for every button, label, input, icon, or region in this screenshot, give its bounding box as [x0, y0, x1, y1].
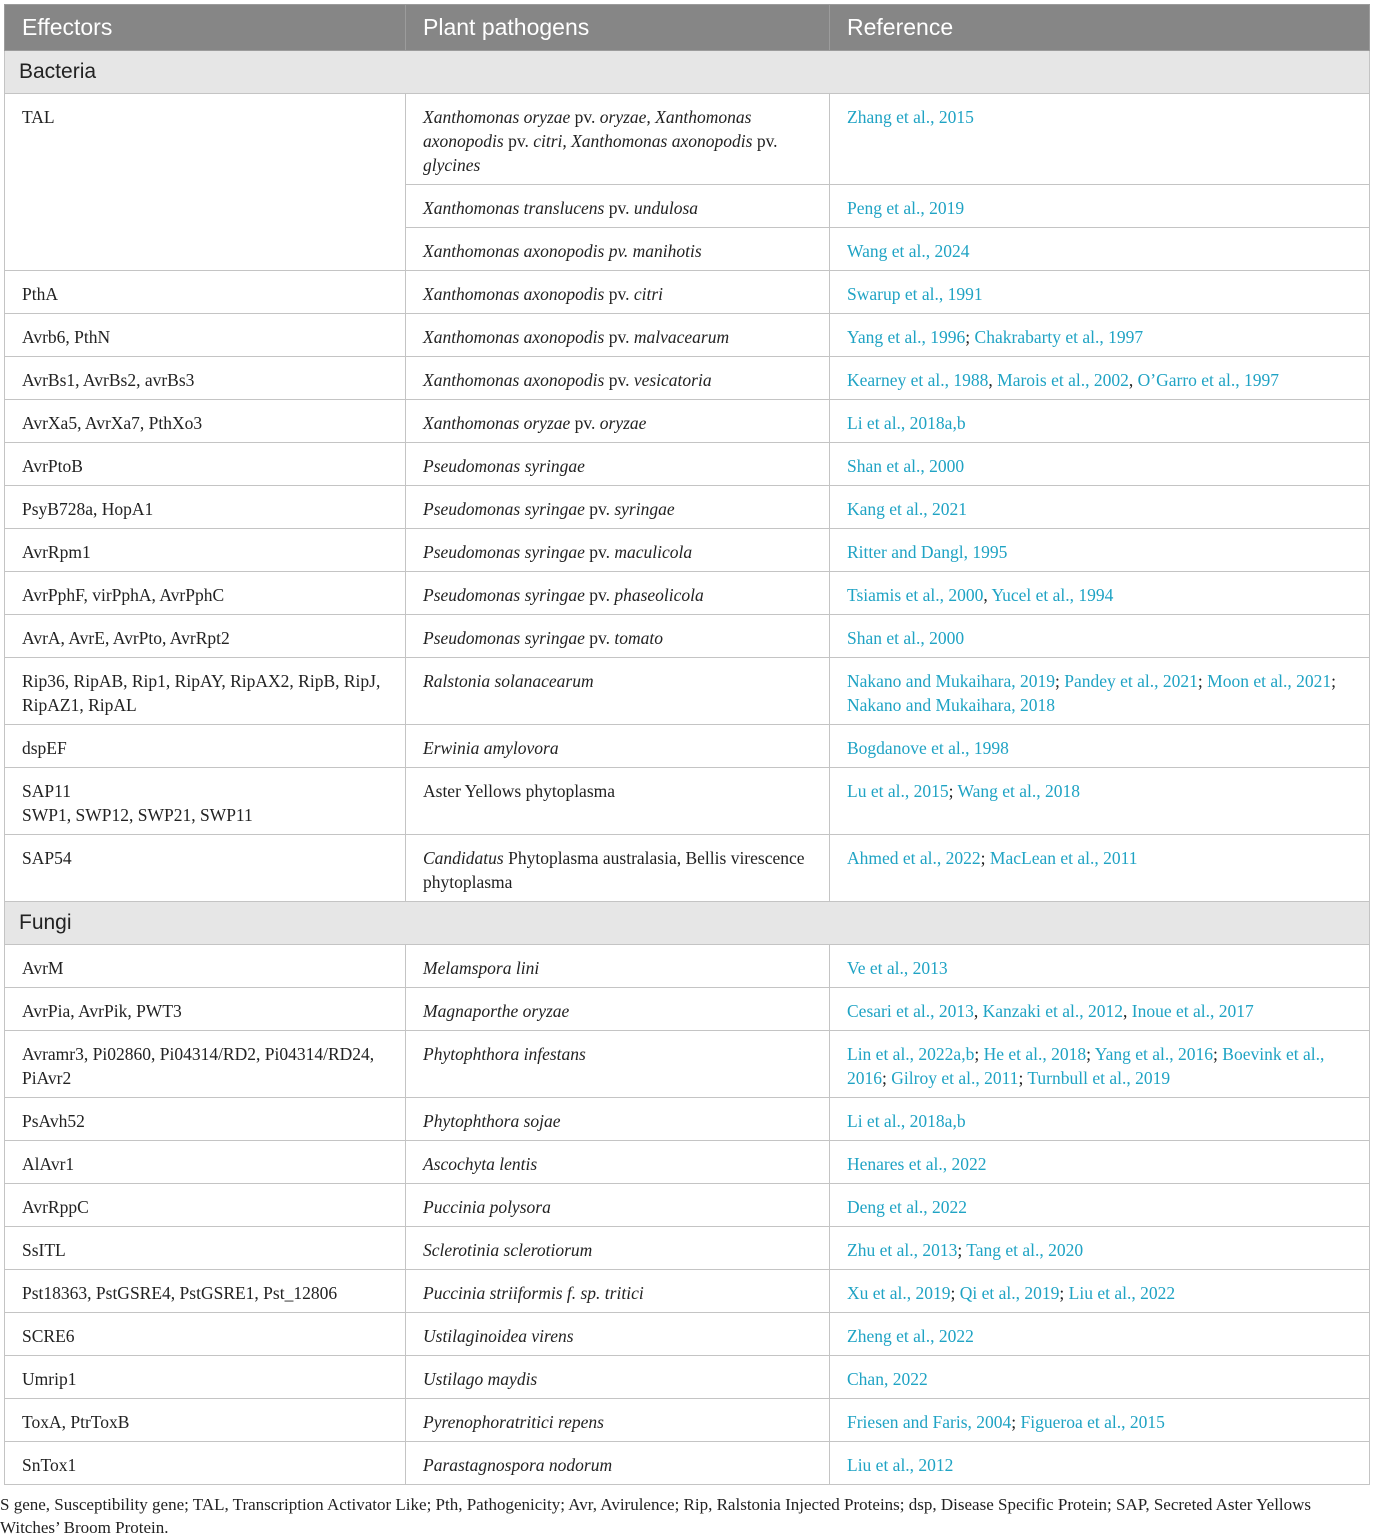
- reference-cell: [830, 1442, 1370, 1485]
- pathogen-text: Phytophthora infestans: [423, 1044, 586, 1064]
- reference-cell: [830, 357, 1370, 400]
- reference-link[interactable]: Pandey et al., 2021: [1064, 671, 1198, 691]
- effectors-cell: PsyB728a, HopA1: [5, 486, 406, 529]
- reference-cell: [830, 314, 1370, 357]
- reference-link[interactable]: Wang et al., 2018: [957, 781, 1081, 801]
- pathogen-cell: [406, 185, 830, 228]
- pathogen-text: maculicola: [614, 542, 693, 562]
- pathogen-cell: [406, 529, 830, 572]
- effectors-cell: AvrRpm1: [5, 529, 406, 572]
- pathogen-text: Parastagnospora nodorum: [423, 1455, 613, 1475]
- pathogen-text: Ustilaginoidea virens: [423, 1326, 574, 1346]
- reference-link[interactable]: Bogdanove et al., 1998: [847, 738, 1009, 758]
- reference-separator: ,: [983, 585, 992, 605]
- reference-separator: ,: [1123, 1001, 1132, 1021]
- table-row: [5, 1442, 1370, 1485]
- table-body: [5, 51, 1370, 1485]
- pathogen-cell: [406, 988, 830, 1031]
- effectors-cell: AvrPia, AvrPik, PWT3: [5, 988, 406, 1031]
- reference-cell: [830, 400, 1370, 443]
- table-row: [5, 1227, 1370, 1270]
- effectors-cell: Avrb6, PthN: [5, 314, 406, 357]
- table-row: [5, 988, 1370, 1031]
- table-row: [5, 443, 1370, 486]
- effectors-table-container: [4, 4, 1369, 1485]
- reference-cell: [830, 945, 1370, 988]
- pathogen-text: syringae: [614, 499, 675, 519]
- pathogen-text: Xanthomonas oryzae: [423, 413, 571, 433]
- table-row: [5, 835, 1370, 902]
- reference-cell: [830, 1270, 1370, 1313]
- table-row: [5, 768, 1370, 835]
- pathogen-text: phaseolicola: [614, 585, 704, 605]
- pathogen-text: oryzae, Xanthomonas axonopodis: [423, 107, 752, 151]
- table-row: [5, 615, 1370, 658]
- pathogen-text: citri, Xanthomonas axonopodis: [533, 131, 753, 151]
- reference-separator: ;: [1011, 1412, 1021, 1432]
- pathogen-cell: [406, 1184, 830, 1227]
- pathogen-text: glycines: [423, 155, 481, 175]
- reference-link[interactable]: Zheng et al., 2022: [847, 1326, 974, 1346]
- pathogen-cell: [406, 1356, 830, 1399]
- effectors-cell: Pst18363, PstGSRE4, PstGSRE1, Pst_12806: [5, 1270, 406, 1313]
- effectors-cell: SsITL: [5, 1227, 406, 1270]
- reference-link[interactable]: Shan et al., 2000: [847, 456, 965, 476]
- effectors-cell: AvrM: [5, 945, 406, 988]
- pathogen-cell: [406, 725, 830, 768]
- table-row: [5, 725, 1370, 768]
- pathogen-text: pv.: [584, 542, 615, 562]
- effectors-cell: dspEF: [5, 725, 406, 768]
- pathogen-cell: [406, 1313, 830, 1356]
- table-row: [5, 572, 1370, 615]
- effectors-cell: AvrBs1, AvrBs2, avrBs3: [5, 357, 406, 400]
- reference-link[interactable]: Kang et al., 2021: [847, 499, 968, 519]
- pathogen-text: citri: [633, 284, 663, 304]
- pathogen-text: Puccinia striiformis f. sp. tritici: [423, 1283, 644, 1303]
- effectors-cell: SCRE6: [5, 1313, 406, 1356]
- reference-link[interactable]: Yucel et al., 1994: [991, 585, 1114, 605]
- reference-separator: ;: [980, 848, 990, 868]
- pathogen-text: Aster Yellows phytoplasma: [423, 781, 616, 801]
- pathogen-cell: [406, 486, 830, 529]
- table-row: [5, 1184, 1370, 1227]
- pathogen-cell: [406, 945, 830, 988]
- pathogen-text: Pseudomonas syringae: [423, 456, 585, 476]
- table-row: [5, 529, 1370, 572]
- effectors-cell: PthA: [5, 271, 406, 314]
- reference-link[interactable]: Qi et al., 2019: [959, 1283, 1060, 1303]
- reference-separator: ;: [1059, 1283, 1069, 1303]
- reference-link[interactable]: Moon et al., 2021: [1207, 671, 1332, 691]
- effectors-cell: AvrPphF, virPphA, AvrPphC: [5, 572, 406, 615]
- table-footnote: S gene, Susceptibility gene; TAL, Transcription Activator Like; Pth, Pathogenicity; Avr, Avirulence; Rip, Ralstonia Injected Proteins; dsp, Disease Specific Protein; SAP, Secreted Aster Yellows Witches’ Broom Protein.: [0, 1495, 1312, 1537]
- pathogen-cell: [406, 768, 830, 835]
- reference-cell: [830, 1141, 1370, 1184]
- reference-cell: [830, 835, 1370, 902]
- table-row: [5, 1141, 1370, 1184]
- pathogen-cell: [406, 615, 830, 658]
- pathogen-text: Magnaporthe oryzae: [423, 1001, 570, 1021]
- reference-separator: ,: [973, 1001, 983, 1021]
- pathogen-text: Pseudomonas syringae: [423, 585, 585, 605]
- reference-link[interactable]: Inoue et al., 2017: [1131, 1001, 1254, 1021]
- pathogen-text: Ascochyta lentis: [423, 1154, 538, 1174]
- reference-link[interactable]: MacLean et al., 2011: [989, 848, 1138, 868]
- header-row: [5, 5, 1370, 51]
- pathogen-text: Pyrenophoratritici repens: [423, 1412, 604, 1432]
- reference-cell: [830, 1031, 1370, 1098]
- table-row: [5, 658, 1370, 725]
- pathogen-cell: [406, 314, 830, 357]
- reference-link[interactable]: Ritter and Dangl, 1995: [847, 542, 1008, 562]
- pathogen-cell: [406, 400, 830, 443]
- reference-cell: [830, 658, 1370, 725]
- pathogen-text: Melamspora lini: [423, 958, 540, 978]
- reference-cell: [830, 529, 1370, 572]
- pathogen-text: Puccinia polysora: [423, 1197, 551, 1217]
- reference-cell: [830, 486, 1370, 529]
- reference-link[interactable]: Liu et al., 2012: [847, 1455, 954, 1475]
- reference-link[interactable]: Gilroy et al., 2011: [891, 1068, 1019, 1088]
- reference-link[interactable]: He et al., 2018: [983, 1044, 1087, 1064]
- reference-link[interactable]: Ve et al., 2013: [847, 958, 948, 978]
- table-row: [5, 357, 1370, 400]
- pathogen-text: vesicatoria: [633, 370, 712, 390]
- pathogen-cell: [406, 1098, 830, 1141]
- effectors-cell: Umrip1: [5, 1356, 406, 1399]
- table-row: [5, 271, 1370, 314]
- reference-link[interactable]: Swarup et al., 1991: [847, 284, 983, 304]
- table-row: [5, 1356, 1370, 1399]
- pathogen-cell: [406, 443, 830, 486]
- reference-cell: [830, 1098, 1370, 1141]
- table-row: [5, 1313, 1370, 1356]
- reference-separator: ;: [1213, 1044, 1223, 1064]
- pathogen-text: Xanthomonas oryzae: [423, 107, 571, 127]
- pathogen-cell: [406, 94, 830, 185]
- reference-cell: [830, 615, 1370, 658]
- reference-separator: ;: [882, 1068, 892, 1088]
- pathogen-text: pv.: [604, 284, 634, 304]
- pathogen-text: pv.: [604, 370, 634, 390]
- pathogen-cell: [406, 658, 830, 725]
- section-row: [5, 902, 1370, 945]
- reference-cell: [830, 443, 1370, 486]
- reference-link[interactable]: Chakrabarty et al., 1997: [974, 327, 1144, 347]
- pathogen-text: undulosa: [633, 198, 699, 218]
- reference-separator: ;: [948, 781, 958, 801]
- reference-cell: [830, 988, 1370, 1031]
- table-row: [5, 1098, 1370, 1141]
- pathogen-text: pv.: [604, 198, 634, 218]
- reference-cell: [830, 1184, 1370, 1227]
- effectors-cell: AvrA, AvrE, AvrPto, AvrRpt2: [5, 615, 406, 658]
- table-row: [5, 314, 1370, 357]
- pathogen-text: oryzae: [599, 413, 647, 433]
- pathogen-text: pv.: [584, 499, 615, 519]
- pathogen-cell: [406, 835, 830, 902]
- effectors-cell: Rip36, RipAB, Rip1, RipAY, RipAX2, RipB, RipJ, RipAZ1, RipAL: [5, 658, 406, 725]
- reference-link[interactable]: Wang et al., 2024: [847, 241, 970, 261]
- effectors-cell: AvrXa5, AvrXa7, PthXo3: [5, 400, 406, 443]
- header-plant-pathogens: Plant pathogens: [406, 5, 830, 51]
- reference-link[interactable]: Henares et al., 2022: [847, 1154, 987, 1174]
- reference-separator: ;: [965, 327, 975, 347]
- reference-link[interactable]: Kanzaki et al., 2012: [982, 1001, 1124, 1021]
- effectors-cell: SAP11 SWP1, SWP12, SWP21, SWP11: [5, 768, 406, 835]
- pathogen-text: Ralstonia solanacearum: [423, 671, 594, 691]
- header-effectors: Effectors: [5, 5, 406, 51]
- reference-link[interactable]: Turnbull et al., 2019: [1027, 1068, 1171, 1088]
- reference-link[interactable]: Marois et al., 2002: [997, 370, 1129, 390]
- pathogen-text: Pseudomonas syringae: [423, 628, 585, 648]
- effectors-cell: SAP54: [5, 835, 406, 902]
- pathogen-cell: [406, 357, 830, 400]
- pathogen-text: Phytophthora sojae: [423, 1111, 561, 1131]
- pathogen-text: pv.: [584, 628, 615, 648]
- header-reference: Reference: [830, 5, 1370, 51]
- effectors-cell: ToxA, PtrToxB: [5, 1399, 406, 1442]
- pathogen-text: Phytoplasma australasia, Bellis virescence phytoplasma: [423, 848, 805, 892]
- effectors-cell: AvrPtoB: [5, 443, 406, 486]
- table-row: [5, 1270, 1370, 1313]
- table-row: [5, 1031, 1370, 1098]
- pathogen-text: Pseudomonas syringae: [423, 499, 585, 519]
- reference-separator: ,: [1128, 370, 1138, 390]
- effectors-cell: AlAvr1: [5, 1141, 406, 1184]
- pathogen-text: Candidatus: [423, 848, 504, 868]
- reference-link[interactable]: Ahmed et al., 2022: [847, 848, 981, 868]
- table-row: [5, 486, 1370, 529]
- reference-link[interactable]: Peng et al., 2019: [847, 198, 965, 218]
- reference-link[interactable]: Kearney et al., 1988: [847, 370, 989, 390]
- reference-cell: [830, 768, 1370, 835]
- pathogen-text: tomato: [614, 628, 663, 648]
- pathogen-cell: [406, 1141, 830, 1184]
- table-row: [5, 1399, 1370, 1442]
- reference-link[interactable]: Figueroa et al., 2015: [1020, 1412, 1165, 1432]
- pathogen-text: Erwinia amylovora: [423, 738, 559, 758]
- section-label: Bacteria: [5, 51, 1370, 94]
- pathogen-text: Xanthomonas axonopodis: [423, 370, 605, 390]
- reference-cell: [830, 1227, 1370, 1270]
- reference-cell: [830, 271, 1370, 314]
- table-row: [5, 945, 1370, 988]
- pathogen-cell: [406, 271, 830, 314]
- pathogen-text: Xanthomonas translucens: [423, 198, 605, 218]
- reference-separator: ;: [974, 1044, 984, 1064]
- pathogen-text: Xanthomonas axonopodis: [423, 327, 605, 347]
- pathogen-cell: [406, 228, 830, 271]
- pathogen-text: pv.: [584, 585, 615, 605]
- effectors-cell: Avramr3, Pi02860, Pi04314/RD2, Pi04314/RD24, PiAvr2: [5, 1031, 406, 1098]
- reference-link[interactable]: Yang et al., 1996: [847, 327, 966, 347]
- pathogen-text: Sclerotinia sclerotiorum: [423, 1240, 593, 1260]
- pathogen-text: Ustilago maydis: [423, 1369, 538, 1389]
- reference-link[interactable]: Zhang et al., 2015: [847, 107, 974, 127]
- table-row: [5, 400, 1370, 443]
- reference-cell: [830, 725, 1370, 768]
- reference-link[interactable]: Zhu et al., 2013: [847, 1240, 958, 1260]
- effectors-cell: PsAvh52: [5, 1098, 406, 1141]
- reference-link[interactable]: Li et al., 2018a,b: [847, 413, 966, 433]
- reference-separator: ;: [1055, 671, 1065, 691]
- pathogen-cell: [406, 1399, 830, 1442]
- pathogen-text: pv.: [570, 107, 600, 127]
- reference-separator: ;: [1331, 671, 1336, 691]
- pathogen-cell: [406, 1227, 830, 1270]
- pathogen-text: malvacearum: [633, 327, 730, 347]
- pathogen-cell: [406, 572, 830, 615]
- pathogen-text: pv.: [604, 327, 634, 347]
- pathogen-text: pv.: [752, 131, 778, 151]
- reference-separator: ;: [957, 1240, 967, 1260]
- reference-link[interactable]: Boevink et al., 2016: [847, 1044, 1325, 1088]
- pathogen-text: pv.: [570, 413, 600, 433]
- reference-cell: [830, 94, 1370, 185]
- reference-cell: [830, 1399, 1370, 1442]
- reference-link[interactable]: Nakano and Mukaihara, 2018: [847, 695, 1055, 715]
- reference-link[interactable]: Yang et al., 2016: [1094, 1044, 1214, 1064]
- effectors-table: [4, 4, 1370, 1485]
- pathogen-text: Xanthomonas axonopodis pv. manihotis: [423, 241, 702, 261]
- reference-separator: ;: [950, 1283, 960, 1303]
- reference-link[interactable]: Xu et al., 2019: [847, 1283, 951, 1303]
- section-row: [5, 51, 1370, 94]
- reference-link[interactable]: Tang et al., 2020: [966, 1240, 1084, 1260]
- pathogen-text: Xanthomonas axonopodis: [423, 284, 605, 304]
- reference-link[interactable]: Chan, 2022: [847, 1369, 928, 1389]
- reference-link[interactable]: Tsiamis et al., 2000: [847, 585, 984, 605]
- reference-link[interactable]: Deng et al., 2022: [847, 1197, 968, 1217]
- reference-cell: [830, 1313, 1370, 1356]
- reference-cell: [830, 572, 1370, 615]
- reference-link[interactable]: Lin et al., 2022a,b: [847, 1044, 975, 1064]
- reference-separator: ;: [1197, 671, 1208, 691]
- reference-link[interactable]: Friesen and Faris, 2004: [847, 1412, 1012, 1432]
- reference-cell: [830, 185, 1370, 228]
- pathogen-cell: [406, 1442, 830, 1485]
- reference-link[interactable]: Shan et al., 2000: [847, 628, 965, 648]
- reference-cell: [830, 1356, 1370, 1399]
- reference-separator: ;: [1086, 1044, 1095, 1064]
- pathogen-text: pv.: [503, 131, 534, 151]
- reference-link[interactable]: Liu et al., 2022: [1068, 1283, 1176, 1303]
- reference-link[interactable]: Li et al., 2018a,b: [847, 1111, 966, 1131]
- reference-link[interactable]: Lu et al., 2015: [847, 781, 949, 801]
- pathogen-cell: [406, 1031, 830, 1098]
- section-label: Fungi: [5, 902, 1370, 945]
- reference-link[interactable]: Nakano and Mukaihara, 2019: [847, 671, 1055, 691]
- reference-link[interactable]: Cesari et al., 2013: [847, 1001, 974, 1021]
- pathogen-text: Pseudomonas syringae: [423, 542, 585, 562]
- effectors-cell: SnTox1: [5, 1442, 406, 1485]
- reference-separator: ,: [988, 370, 998, 390]
- table-row: [5, 94, 1370, 185]
- effectors-cell: AvrRppC: [5, 1184, 406, 1227]
- reference-link[interactable]: O’Garro et al., 1997: [1137, 370, 1280, 390]
- reference-separator: ;: [1018, 1068, 1028, 1088]
- reference-cell: [830, 228, 1370, 271]
- pathogen-cell: [406, 1270, 830, 1313]
- effectors-cell: TAL: [5, 94, 406, 271]
